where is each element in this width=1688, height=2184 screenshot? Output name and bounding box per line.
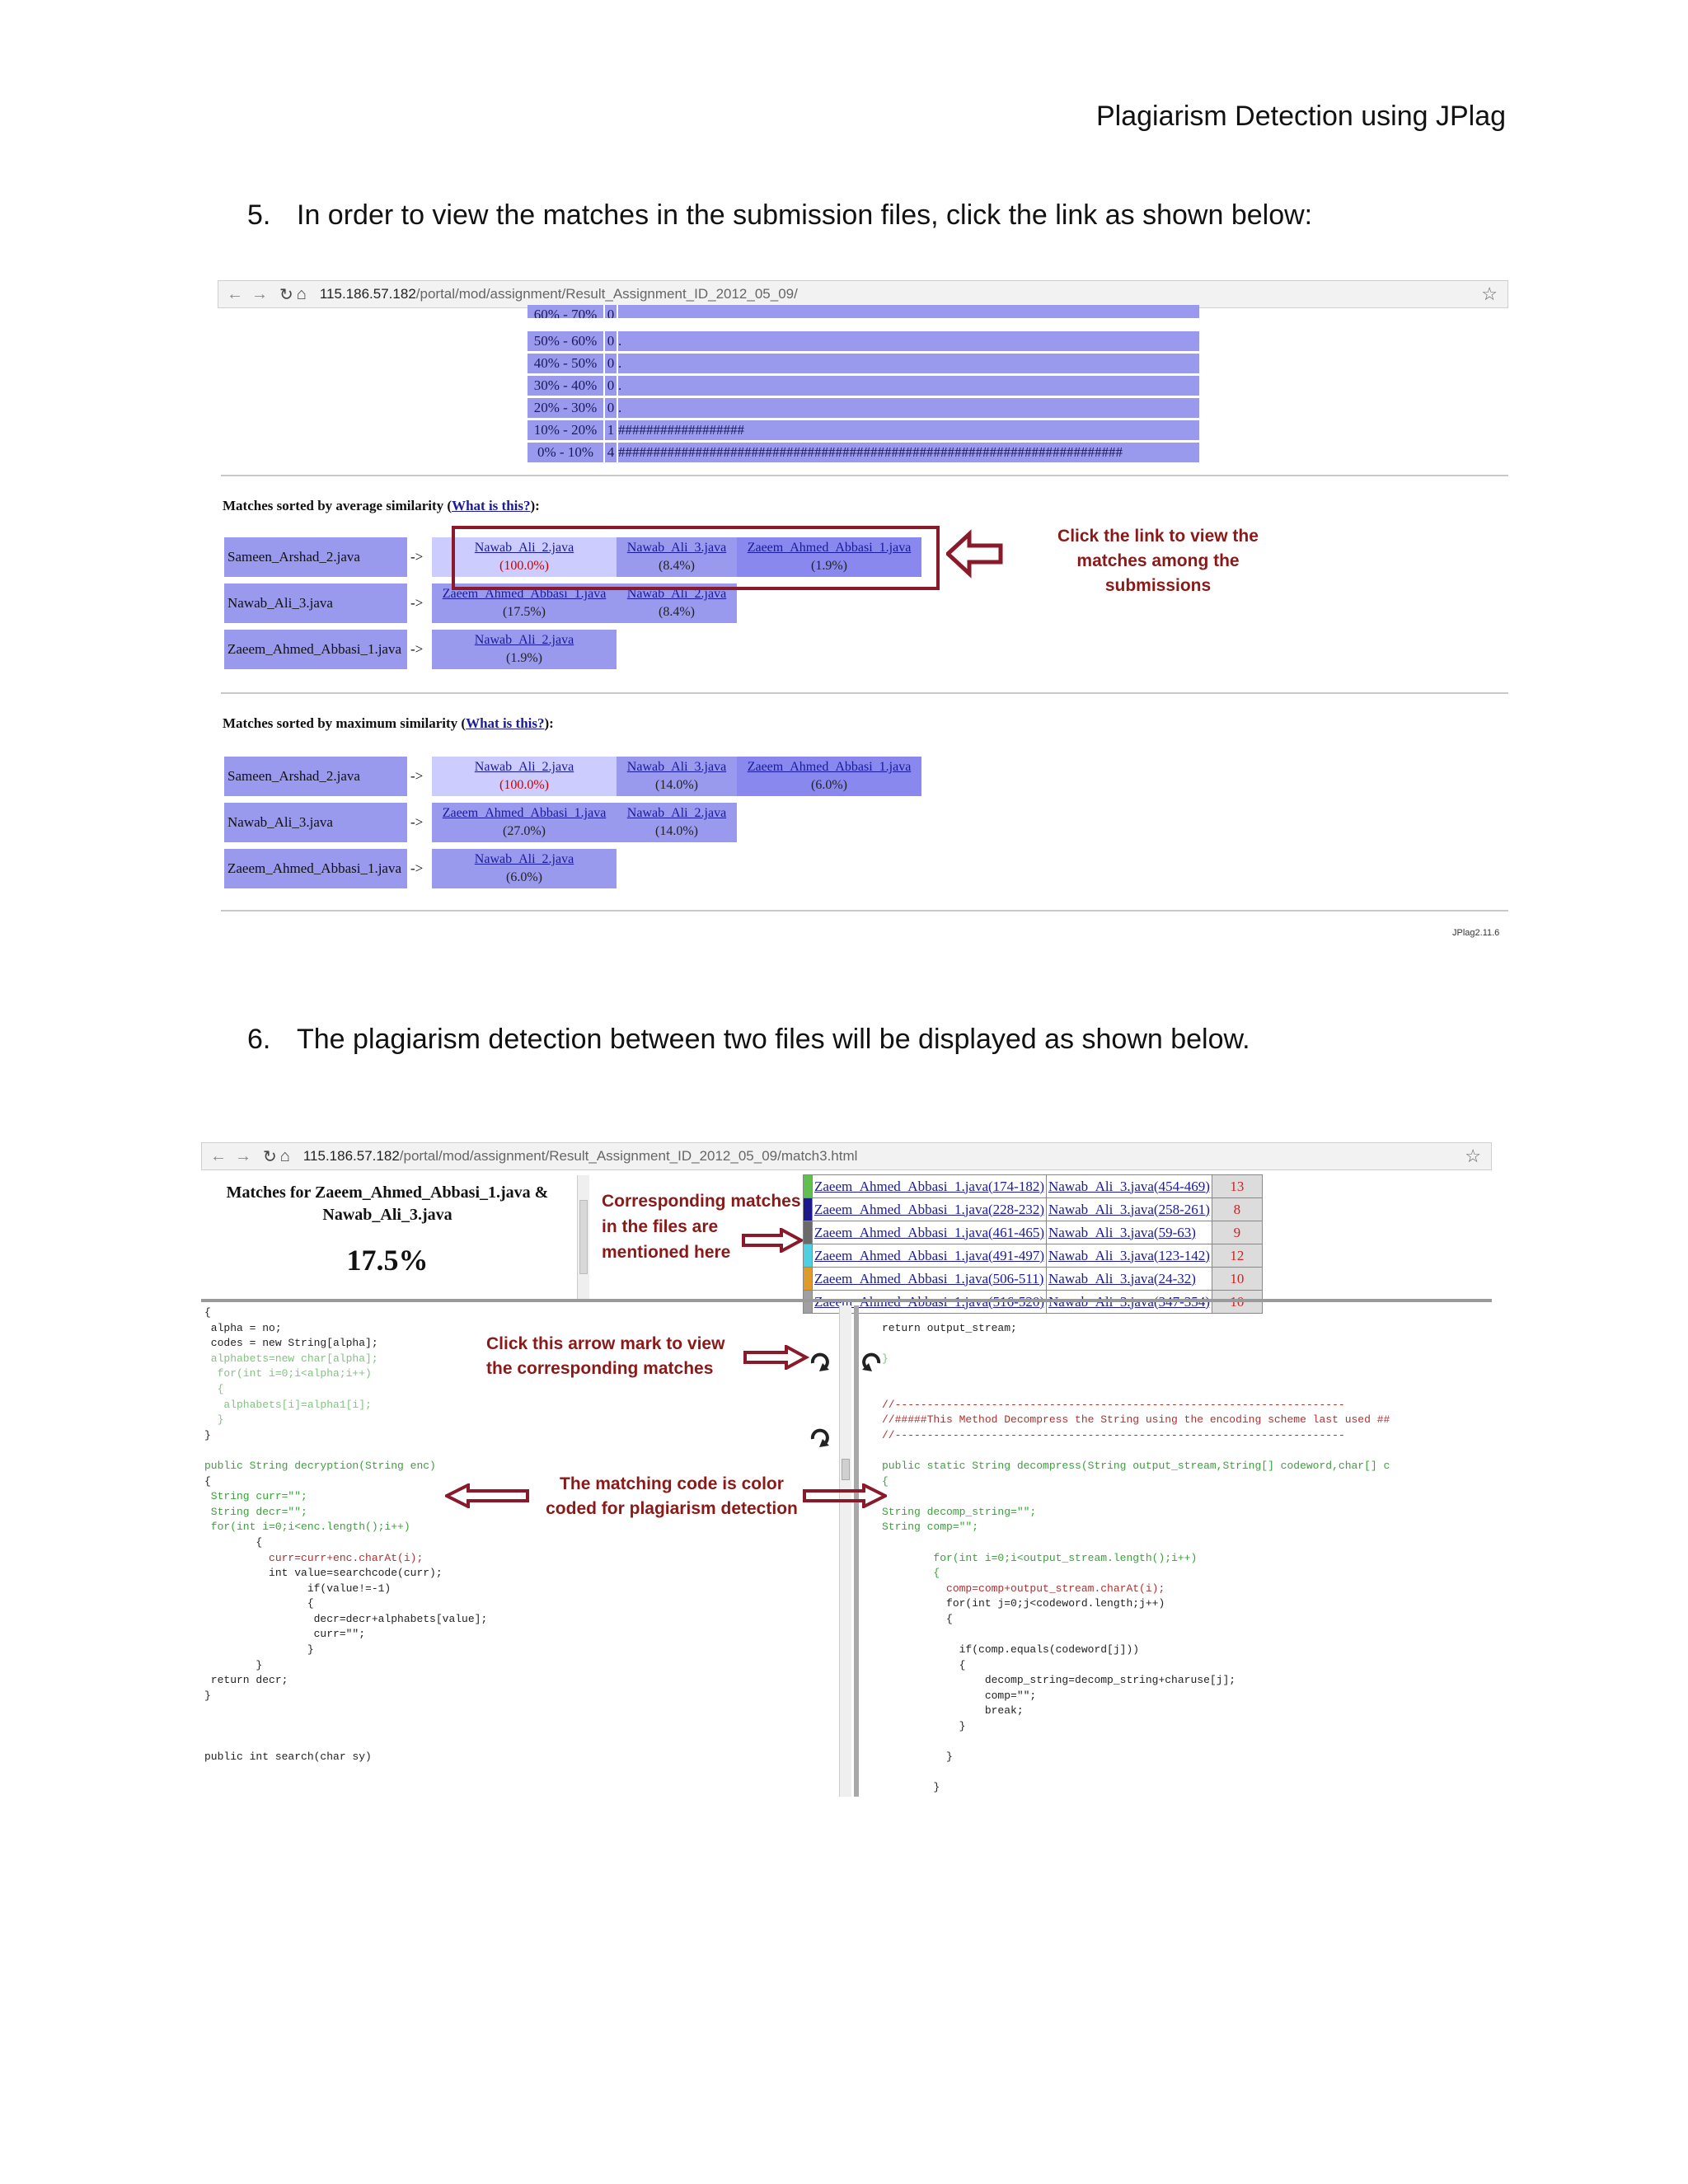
match-right-link[interactable]: Nawab_Ali_3.java(123-142): [1048, 1247, 1210, 1263]
annotation-click-arrow: Click this arrow mark to view the corresponding matches: [486, 1334, 725, 1378]
annotation-click-link: Click the link to view the matches among the submissions: [1057, 527, 1259, 595]
match-right-cell[interactable]: [1047, 1268, 1212, 1291]
histogram-count: 1: [603, 420, 617, 440]
match-left-link[interactable]: Zaeem_Ahmed_Abbasi_1.java(228-232): [814, 1201, 1044, 1217]
divider: [221, 692, 1508, 694]
code-line: for(int j=0;j<codeword.length;j++): [882, 1597, 1165, 1610]
code-line: }: [882, 1720, 966, 1733]
histogram-bar: .: [617, 398, 1199, 418]
code-line: curr="";: [204, 1628, 366, 1641]
match-left-link[interactable]: Zaeem_Ahmed_Abbasi_1.java(461-465): [814, 1224, 1044, 1240]
browser-address-bar: [218, 280, 1508, 308]
code-line: String decomp_string="";: [882, 1505, 1037, 1518]
step-number: 5.: [247, 199, 271, 231]
match-token-count: 8: [1212, 1198, 1262, 1221]
code-line: [882, 1382, 1492, 1398]
match-color-swatch: [804, 1221, 813, 1244]
histogram-range-label: 60% - 70%: [528, 305, 603, 318]
code-line: alphabets[i]=alpha1[i];: [204, 1398, 372, 1411]
match-link[interactable]: Zaeem_Ahmed_Abbasi_1.java: [442, 806, 607, 820]
code-line: comp=comp+output_stream.charAt(i);: [882, 1582, 1165, 1595]
jplag-version: JPlag2.11.6: [1452, 928, 1500, 938]
match-list-table: [803, 1174, 1263, 1314]
match-percent: (8.4%): [659, 559, 695, 573]
right-code-panel: [882, 1305, 1492, 1797]
histogram-range-label: 50% - 60%: [528, 331, 603, 351]
code-line: curr=curr+enc.charAt(i);: [204, 1551, 424, 1564]
reload-icon[interactable]: ↻: [279, 285, 293, 304]
match-table-row[interactable]: [804, 1268, 1263, 1291]
code-line: [882, 1765, 1492, 1781]
code-line: public int search(char sy): [204, 1750, 372, 1764]
row-arrow: ->: [410, 860, 424, 876]
histogram-bar: .: [617, 376, 1199, 396]
left-code-scrollbar[interactable]: [839, 1305, 851, 1797]
histogram-row: [528, 398, 1199, 418]
histogram-row: [528, 376, 1199, 396]
match-left-cell[interactable]: [813, 1268, 1047, 1291]
histogram-range-label: 30% - 40%: [528, 376, 603, 396]
bookmark-star-icon[interactable]: ☆: [1481, 284, 1498, 304]
match-color-swatch: [804, 1244, 813, 1268]
code-line: }: [882, 1750, 953, 1764]
code-line: for(int i=0;i<alpha;i++): [204, 1367, 372, 1380]
code-line: [204, 1443, 839, 1459]
match-table-row[interactable]: [804, 1198, 1263, 1221]
submission-name: Zaeem_Ahmed_Abbasi_1.java: [224, 849, 407, 888]
frame-divider: [201, 1299, 1492, 1302]
histogram-row: [528, 420, 1199, 440]
match-link[interactable]: Zaeem_Ahmed_Abbasi_1.java: [747, 541, 912, 555]
code-line: [204, 1735, 839, 1750]
match-right-link[interactable]: Nawab_Ali_3.java(454-469): [1048, 1178, 1210, 1194]
frame-splitter[interactable]: [854, 1305, 859, 1797]
match-link[interactable]: Nawab_Ali_2.java: [626, 806, 727, 820]
match-table-row[interactable]: [804, 1175, 1263, 1198]
home-icon[interactable]: ⌂: [279, 1146, 290, 1165]
code-line: }: [882, 1352, 889, 1365]
code-line: {: [882, 1474, 889, 1488]
match-token-count: 9: [1212, 1221, 1262, 1244]
max-section-title: Matches sorted by maximum similarity (What is this?):: [223, 715, 554, 731]
code-line: [882, 1489, 1492, 1505]
submission-name: Nawab_Ali_3.java: [224, 803, 407, 842]
histogram-count: 0: [603, 354, 617, 373]
match-color-swatch: [804, 1268, 813, 1291]
code-line: [882, 1305, 1492, 1321]
code-line: for(int i=0;i<enc.length();i++): [204, 1521, 410, 1534]
code-line: codes = new String[alpha];: [204, 1337, 378, 1350]
submission-name: Nawab_Ali_3.java: [224, 583, 407, 623]
histogram-bar: .: [617, 331, 1199, 351]
match-link[interactable]: Nawab_Ali_3.java: [626, 760, 727, 774]
row-arrow: ->: [410, 595, 424, 611]
code-line: [882, 1627, 1492, 1643]
step-text: In order to view the matches in the submission files, click the link as shown below:: [297, 199, 1313, 231]
step-number: 6.: [247, 1024, 271, 1055]
match-percent: (1.9%): [811, 559, 847, 573]
divider: [221, 910, 1508, 912]
code-line: }: [204, 1428, 211, 1441]
match-cell[interactable]: [432, 803, 617, 842]
match-percent: (100.0%): [499, 559, 549, 573]
match-left-cell[interactable]: [813, 1175, 1047, 1198]
scrollbar-thumb[interactable]: [579, 1200, 588, 1274]
code-line: alphabets=new char[alpha];: [204, 1352, 378, 1365]
match-percent: (14.0%): [655, 778, 698, 792]
histogram-count: 0: [603, 331, 617, 351]
jump-arrow-icon[interactable]: [860, 1352, 882, 1373]
url-field[interactable]: 115.186.57.182/portal/mod/assignment/Result_Assignment_ID_2012_05_09/: [319, 286, 798, 302]
code-line: break;: [882, 1704, 1024, 1718]
submission-name: Sameen_Arshad_2.java: [224, 537, 407, 577]
match-token-count: 13: [1212, 1175, 1262, 1198]
match-link[interactable]: Zaeem_Ahmed_Abbasi_1.java: [442, 587, 607, 601]
code-line: [204, 1719, 839, 1735]
match-cell[interactable]: [737, 757, 921, 796]
histogram-count: 0: [603, 376, 617, 396]
match-left-link[interactable]: Zaeem_Ahmed_Abbasi_1.java(506-511): [814, 1270, 1044, 1286]
match-cell[interactable]: [617, 803, 737, 842]
row-arrow: ->: [410, 549, 424, 565]
match-left-cell[interactable]: [813, 1244, 1047, 1268]
code-line: String comp="";: [882, 1521, 979, 1534]
match-cell[interactable]: [617, 757, 737, 796]
match-right-link[interactable]: Nawab_Ali_3.java(24-32): [1048, 1270, 1196, 1286]
histogram-range-label: 20% - 30%: [528, 398, 603, 418]
histogram-range-label: 10% - 20%: [528, 420, 603, 440]
match-token-count: 12: [1212, 1244, 1262, 1268]
code-line: decr=decr+alphabets[value];: [204, 1612, 488, 1625]
step-5: [247, 199, 1312, 232]
row-arrow: ->: [410, 641, 424, 657]
match-link[interactable]: Nawab_Ali_2.java: [626, 587, 727, 601]
match-link[interactable]: Zaeem_Ahmed_Abbasi_1.java: [747, 760, 912, 774]
code-line: }: [204, 1643, 314, 1657]
divider: [221, 475, 1508, 476]
match-right-cell[interactable]: [1047, 1221, 1212, 1244]
row-arrow: ->: [410, 814, 424, 830]
match-right-cell[interactable]: [1047, 1198, 1212, 1221]
histogram-range-label: 0% - 10%: [528, 443, 603, 462]
code-line: {: [882, 1658, 966, 1671]
histogram-count: 0: [603, 305, 617, 318]
right-arrow-icon: [743, 1345, 809, 1370]
code-line: {: [882, 1612, 953, 1625]
code-line: {: [204, 1597, 314, 1610]
code-line: }: [204, 1689, 211, 1702]
histogram-bar: ########################################################################: [617, 443, 1199, 462]
match-right-cell[interactable]: [1047, 1244, 1212, 1268]
code-line: int value=searchcode(curr);: [204, 1567, 443, 1580]
page-header-title: Plagiarism Detection using JPlag: [1096, 101, 1507, 132]
match-right-link[interactable]: Nawab_Ali_3.java(59-63): [1048, 1224, 1196, 1240]
match-link[interactable]: Nawab_Ali_2.java: [474, 633, 574, 647]
code-line: if(comp.equals(codeword[j])): [882, 1643, 1140, 1657]
right-arrow-icon: [803, 1483, 887, 1508]
match-percent: (14.0%): [655, 824, 698, 838]
match-right-link[interactable]: Nawab_Ali_3.java(258-261): [1048, 1201, 1210, 1217]
match-title: Matches for Zaeem_Ahmed_Abbasi_1.java & Nawab_Ali_3.java: [226, 1183, 549, 1224]
code-line: String decr="";: [204, 1505, 307, 1518]
submission-name: Zaeem_Ahmed_Abbasi_1.java: [224, 630, 407, 669]
bookmark-star-icon[interactable]: ☆: [1465, 1146, 1481, 1166]
code-line: String curr="";: [204, 1490, 307, 1503]
match-link[interactable]: Nawab_Ali_2.java: [474, 760, 574, 774]
match-cell[interactable]: [432, 849, 617, 888]
match-color-swatch: [804, 1198, 813, 1221]
step-text: The plagiarism detection between two files will be displayed as shown below.: [297, 1024, 1250, 1055]
code-line: {: [204, 1474, 211, 1488]
match-table-row[interactable]: [804, 1221, 1263, 1244]
code-line: if(value!=-1): [204, 1582, 392, 1595]
match-cell[interactable]: [432, 630, 617, 669]
match-left-link[interactable]: Zaeem_Ahmed_Abbasi_1.java(174-182): [814, 1178, 1044, 1194]
histogram-row: [528, 354, 1199, 373]
back-forward-icon[interactable]: ←→: [210, 1146, 260, 1165]
code-line: [882, 1336, 1492, 1352]
annotation-corresponding-matches: Corresponding matches in the files are mentioned here: [602, 1192, 801, 1262]
code-line: //#####This Method Decompress the String using the encoding scheme last used ##: [882, 1413, 1390, 1427]
top-frame-scrollbar[interactable]: [577, 1175, 589, 1299]
code-line: {: [882, 1567, 940, 1580]
code-line: //----------------------------------------------------------------------: [882, 1428, 1345, 1441]
jump-arrow-icon[interactable]: [809, 1352, 831, 1373]
jump-arrow-icon[interactable]: [809, 1427, 831, 1449]
avg-section-title: Matches sorted by average similarity (What is this?):: [223, 498, 540, 513]
highlight-box: [452, 526, 940, 590]
match-link[interactable]: Nawab_Ali_2.java: [474, 541, 574, 555]
histogram-bar: .: [617, 354, 1199, 373]
match-percent: (1.9%): [506, 651, 542, 665]
match-right-cell[interactable]: [1047, 1175, 1212, 1198]
reload-icon[interactable]: ↻: [263, 1147, 277, 1166]
match-percent: (6.0%): [506, 870, 542, 884]
histogram-bar: ##################: [617, 420, 1199, 440]
histogram-row: [528, 305, 1199, 318]
match-link[interactable]: Nawab_Ali_2.java: [474, 852, 574, 866]
submission-name: Sameen_Arshad_2.java: [224, 757, 407, 796]
annotation-color-coded: The matching code is color coded for plagiarism detection: [546, 1474, 798, 1518]
code-line: [882, 1366, 1492, 1382]
code-line: return output_stream;: [882, 1321, 1017, 1334]
match-percent: (6.0%): [811, 778, 847, 792]
code-line: }: [204, 1413, 224, 1427]
code-line: return decr;: [204, 1674, 288, 1687]
match-percent: (27.0%): [503, 824, 546, 838]
match-cell[interactable]: [432, 757, 617, 796]
histogram-bar: [617, 305, 1199, 318]
code-line: comp="";: [882, 1689, 1037, 1702]
code-line: decomp_string=decomp_string+charuse[j];: [882, 1674, 1236, 1687]
code-line: [882, 1735, 1492, 1750]
histogram-count: 4: [603, 443, 617, 462]
right-arrow-icon: [742, 1228, 804, 1253]
code-line: {: [204, 1306, 211, 1319]
step-6: [247, 1024, 1250, 1056]
match-token-count: 10: [1212, 1268, 1262, 1291]
histogram-row: [528, 331, 1199, 351]
row-arrow: ->: [410, 768, 424, 784]
code-line: [882, 1443, 1492, 1459]
match-percent: (8.4%): [659, 605, 695, 619]
code-line: public static String decompress(String output_stream,String[] codeword,char[] c: [882, 1459, 1390, 1472]
match-color-swatch: [804, 1175, 813, 1198]
match-table-row[interactable]: [804, 1244, 1263, 1268]
what-is-this-link[interactable]: What is this?: [452, 498, 531, 513]
histogram-count: 0: [603, 398, 617, 418]
code-line: public String decryption(String enc): [204, 1459, 436, 1472]
match-left-cell[interactable]: [813, 1198, 1047, 1221]
what-is-this-link[interactable]: What is this?: [466, 715, 545, 731]
histogram-range-label: 40% - 50%: [528, 354, 603, 373]
url-field[interactable]: 115.186.57.182/portal/mod/assignment/Result_Assignment_ID_2012_05_09/match3.html: [302, 1148, 858, 1164]
match-percent: (100.0%): [499, 778, 549, 792]
left-arrow-icon: [445, 1483, 529, 1508]
match-left-link[interactable]: Zaeem_Ahmed_Abbasi_1.java(491-497): [814, 1247, 1044, 1263]
code-line: {: [204, 1535, 263, 1549]
code-line: [204, 1704, 839, 1719]
histogram-row: [528, 443, 1199, 462]
code-line: for(int i=0;i<output_stream.length();i++): [882, 1551, 1198, 1564]
code-line: [882, 1535, 1492, 1551]
code-line: alpha = no;: [204, 1321, 282, 1334]
scrollbar-thumb[interactable]: [842, 1459, 850, 1480]
match-percent: (17.5%): [503, 605, 546, 619]
match-left-cell[interactable]: [813, 1221, 1047, 1244]
match-percent: 17.5%: [346, 1244, 429, 1277]
back-forward-icon[interactable]: ←→: [227, 284, 276, 303]
code-line: //----------------------------------------------------------------------: [882, 1398, 1345, 1411]
home-icon[interactable]: ⌂: [296, 284, 307, 303]
code-line: }: [882, 1781, 940, 1794]
left-arrow-icon: [946, 529, 1004, 579]
code-line: {: [204, 1382, 224, 1395]
browser-address-bar-2: [201, 1142, 1492, 1170]
code-line: }: [204, 1658, 263, 1671]
match-link[interactable]: Nawab_Ali_3.java: [626, 541, 727, 555]
